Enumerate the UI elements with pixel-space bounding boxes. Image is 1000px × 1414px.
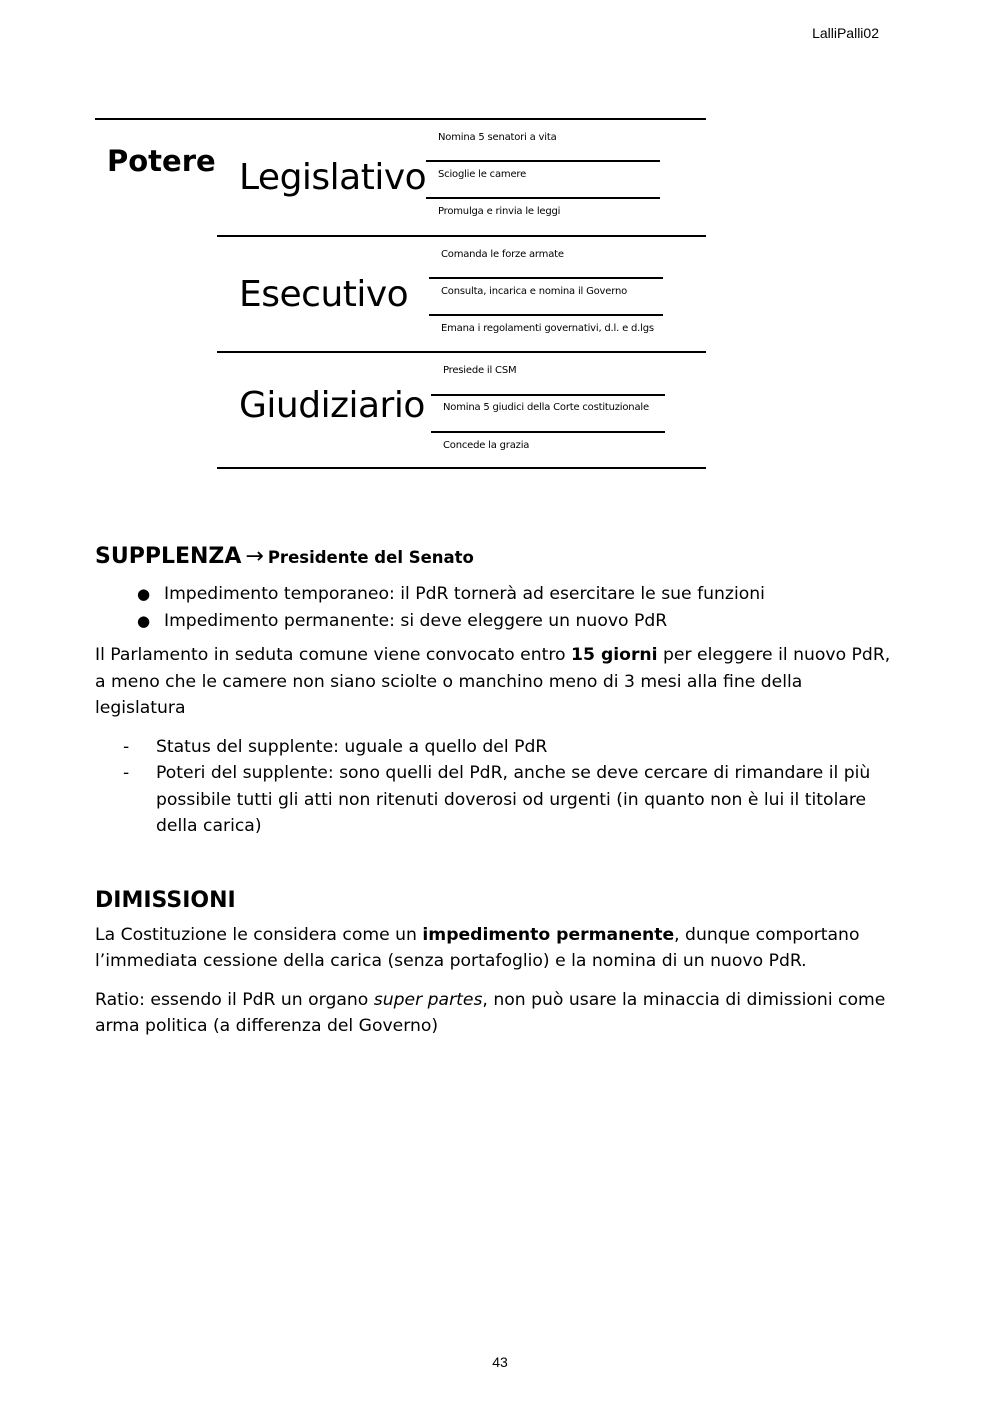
function-item: Consulta, incarica e nomina il Governo <box>441 286 628 297</box>
bold-text: 15 giorni <box>571 645 658 665</box>
list-item: ● Impedimento permanente: si deve eleggere un nuovo PdR <box>95 608 895 635</box>
dimissioni-paragraph-1: La Costituzione le considera come un impedimento permanente, dunque comportano l’immediata cessione della carica (senza portafoglio) e la nomina di un nuovo PdR. <box>95 924 860 971</box>
dash-marker: - <box>123 736 130 757</box>
function-item: Presiede il CSM <box>443 365 517 376</box>
function-item: Nomina 5 giudici della Corte costituzionale <box>443 402 649 413</box>
function-item: Comanda le forze armate <box>441 249 564 260</box>
bold-text: impedimento permanente <box>422 924 675 945</box>
function-divider <box>429 277 663 279</box>
supplenza-paragraph: Il Parlamento in seduta comune viene convocato entro 15 giorni per eleggere il nuovo PdR, a meno che le camere non siano sciolte o manchino meno di 3 mesi alla fine della legislatura <box>95 645 891 718</box>
arrow-right-icon: → <box>245 544 264 569</box>
function-item: Emana i regolamenti governativi, d.l. e d.lgs <box>441 323 654 334</box>
page-header-author: LalliPalli02 <box>812 25 879 41</box>
diagram-root-label: Potere <box>107 144 216 178</box>
supplenza-subtitle: Presidente del Senato <box>267 548 474 567</box>
power-legislativo: Legislativo <box>239 157 427 198</box>
section-divider <box>217 235 706 237</box>
power-esecutivo: Esecutivo <box>239 274 409 315</box>
function-item: Scioglie le camere <box>438 169 527 180</box>
list-item: - Poteri del supplente: sono quelli del PdR, anche se deve cercare di rimandare il più possibile tutti gli atti non ritenuti doverosi od urgenti (in quanto non è lui il titolare della carica) <box>95 760 895 840</box>
function-divider <box>431 394 665 396</box>
function-item: Promulga e rinvia le leggi <box>438 206 561 217</box>
function-divider <box>426 160 660 162</box>
dimissioni-paragraph-2: Ratio: essendo il PdR un organo super partes, non può usare la minaccia di dimissioni come arma politica (a differenza del Governo) <box>95 989 886 1036</box>
document-body <box>95 540 895 1040</box>
page-number: 43 <box>492 1354 508 1370</box>
divider-bottom <box>217 467 706 469</box>
divider-top <box>95 118 706 120</box>
bullet-icon: ● <box>137 585 151 603</box>
function-divider <box>431 431 665 433</box>
italic-text: super partes <box>373 989 483 1010</box>
powers-diagram <box>0 0 1000 480</box>
list-item: - Status del supplente: uguale a quello del PdR <box>95 734 895 761</box>
supplenza-bullet-list <box>95 581 895 634</box>
function-item: Nomina 5 senatori a vita <box>438 132 557 143</box>
power-giudiziario: Giudiziario <box>239 385 425 426</box>
dash-marker: - <box>123 763 130 783</box>
bullet-icon: ● <box>137 611 151 630</box>
function-divider <box>429 314 663 316</box>
function-item: Concede la grazia <box>443 440 530 451</box>
list-item: ● Impedimento temporaneo: il PdR tornerà ad esercitare le sue funzioni <box>95 581 895 608</box>
supplenza-dash-list <box>95 734 895 840</box>
section-divider <box>217 351 706 353</box>
section-heading-supplenza <box>95 540 895 575</box>
section-heading-dimissioni: DIMISSIONI <box>95 887 236 913</box>
supplenza-title: SUPPLENZA <box>95 544 242 569</box>
function-divider <box>426 197 660 199</box>
